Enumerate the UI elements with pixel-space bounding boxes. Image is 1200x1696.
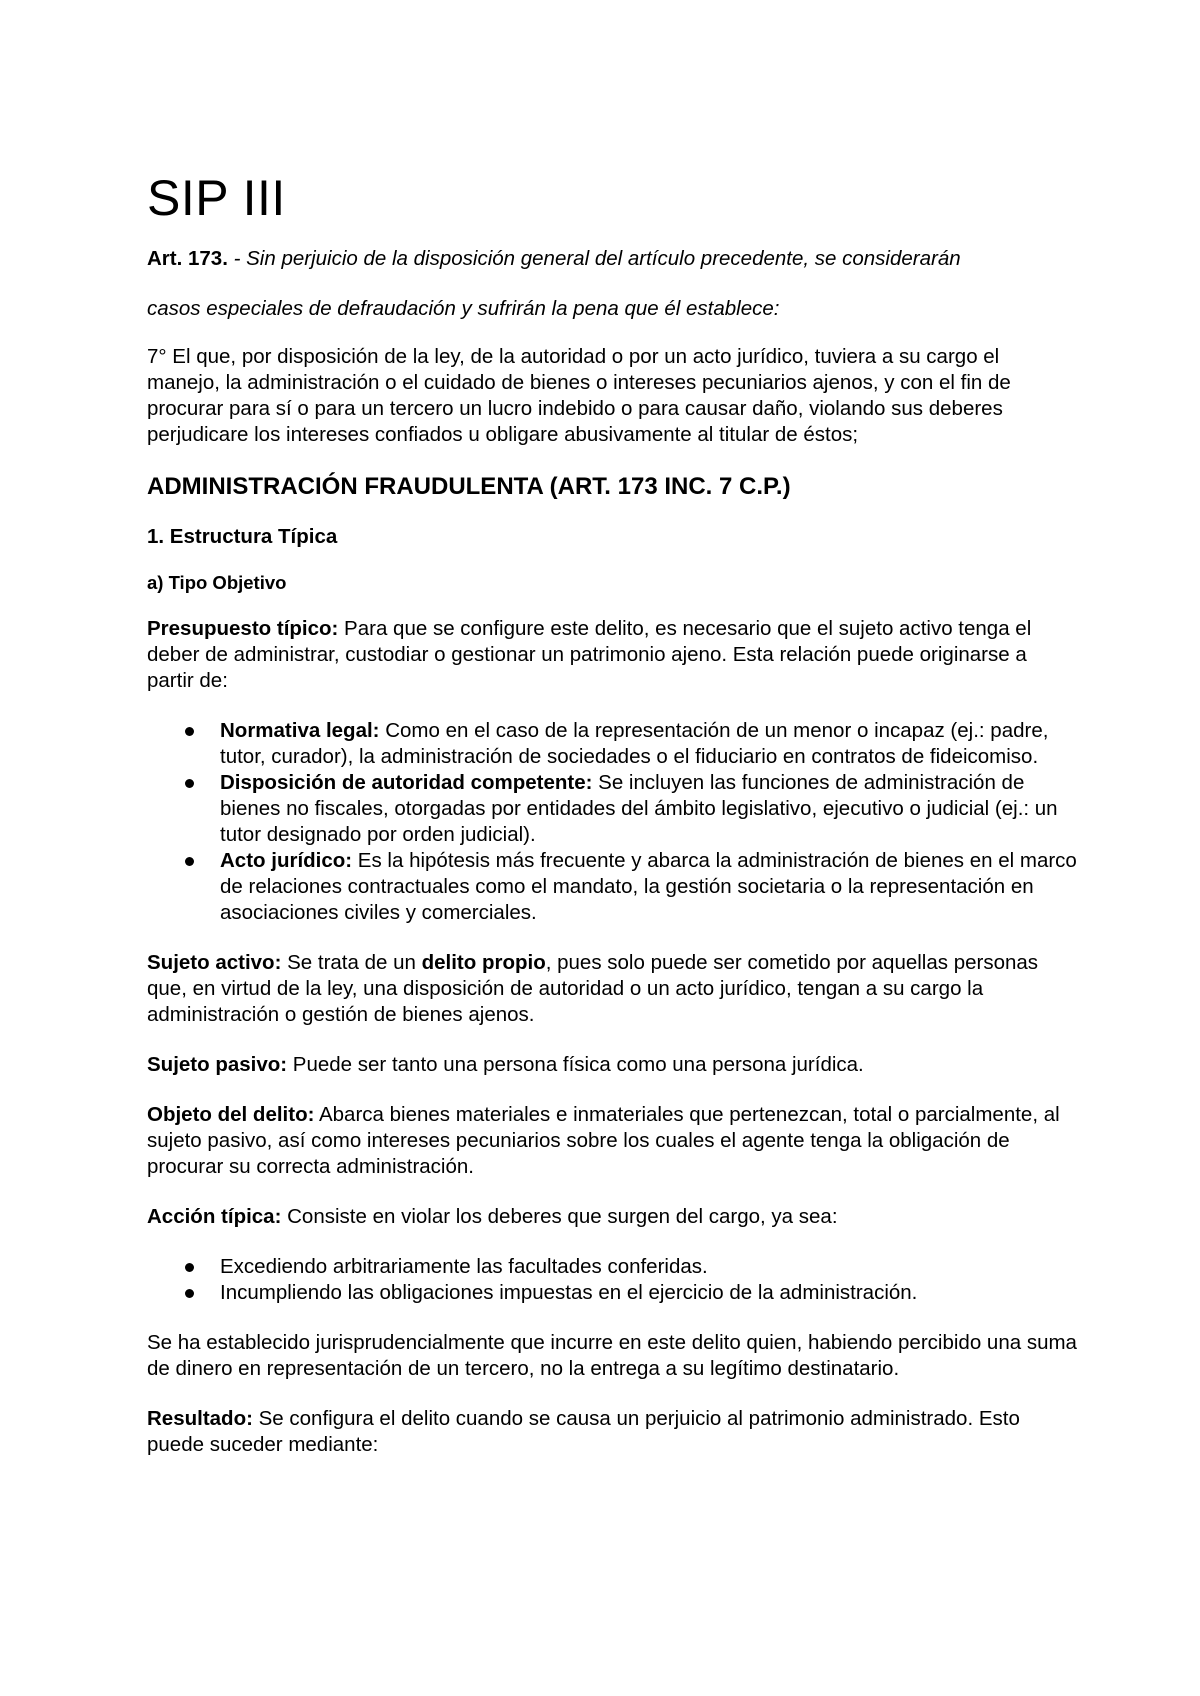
sujeto-activo-label: Sujeto activo: [147,951,282,974]
list-item [147,1280,1077,1306]
jurisprudencia-paragraph: Se ha establecido jurisprudencialmente que incurre en este delito quien, habiendo percibido una suma de dinero en representación de un tercero, no la entrega a su legítimo destinatario. [147,1331,1077,1380]
article-label: Art. 173. [147,247,228,270]
list-item [147,718,1077,770]
article-intro [147,246,1077,272]
article-text-line2: casos especiales de defraudación y sufrirán la pena que él establece: [147,297,780,320]
inciso-7-paragraph: 7° El que, por disposición de la ley, de la autoridad o por un acto jurídico, tuviera a su cargo el manejo, la administración o el cuidado de bienes o intereses pecuniarios ajenos, y con el fin de procurar para sí o para un tercero un lucro indebido o para causar daño, violando sus deberes perjudicare los intereses confiados u obligare abusivamente al titular de éstos; [147,345,1011,446]
presupuesto-paragraph [147,616,1077,694]
section-heading: ADMINISTRACIÓN FRAUDULENTA (ART. 173 INC. 7 C.P.) [147,473,791,500]
document-title: SIP III [147,170,286,226]
article-text-line1: - Sin perjuicio de la disposición general del artículo precedente, se considerarán [227,247,961,270]
origins-list [147,718,1077,926]
document-page [147,170,1077,1482]
sujeto-activo-text-a: Se trata de un [281,951,422,974]
accion-text: Consiste en violar los deberes que surgen del cargo, ya sea: [281,1205,838,1228]
resultado-paragraph [147,1406,1077,1458]
sujeto-activo-bold: delito propio [421,951,546,974]
bullet-icon [185,779,194,788]
list-item [147,1254,1077,1280]
objeto-paragraph [147,1102,1077,1180]
accion-paragraph [147,1204,1077,1230]
resultado-label: Resultado: [147,1407,253,1430]
bullet-icon [185,1289,194,1298]
acciones-list [147,1254,1077,1306]
presupuesto-label: Presupuesto típico: [147,617,339,640]
list-item-text: Incumpliendo las obligaciones impuestas en el ejercicio de la administración. [220,1281,918,1304]
list-item [147,848,1077,926]
bullet-icon [185,727,194,736]
subsubsection-heading: a) Tipo Objetivo [147,572,287,593]
bullet-icon [185,857,194,866]
resultado-text: Se configura el delito cuando se causa un perjuicio al patrimonio administrado. Esto puede suceder mediante: [147,1407,1020,1456]
presupuesto-text: Para que se configure este delito, es necesario que el sujeto activo tenga el deber de administrar, custodiar o gestionar un patrimonio ajeno. Esta relación puede originarse a partir de: [147,617,1032,692]
list-item-label: Disposición de autoridad competente: [220,771,593,794]
sujeto-pasivo-paragraph [147,1052,1077,1078]
list-item-text: Como en el caso de la representación de un menor o incapaz (ej.: padre, tutor, curador), la administración de sociedades o el fiduciario en contratos de fideicomiso. [220,719,1049,768]
sujeto-pasivo-text: Puede ser tanto una persona física como una persona jurídica. [287,1053,864,1076]
sujeto-activo-text-b: , pues solo puede ser cometido por aquellas personas que, en virtud de la ley, una disposición de autoridad o un acto jurídico, tengan a su cargo la administración o gestión de bienes ajenos. [147,951,1039,1026]
objeto-label: Objeto del delito: [147,1103,315,1126]
accion-label: Acción típica: [147,1205,282,1228]
list-item [147,770,1077,848]
objeto-text: Abarca bienes materiales e inmateriales que pertenezcan, total o parcialmente, al sujeto pasivo, así como intereses pecuniarios sobre los cuales el agente tenga la obligación de procurar su correcta administración. [147,1103,1060,1178]
bullet-icon [185,1263,194,1272]
list-item-text: Se incluyen las funciones de administración de bienes no fiscales, otorgadas por entidades del ámbito legislativo, ejecutivo o judicial (ej.: un tutor designado por orden judicial). [220,771,1058,846]
list-item-text: Es la hipótesis más frecuente y abarca la administración de bienes en el marco de relaciones contractuales como el mandato, la gestión societaria o la representación en asociaciones civiles y comerciales. [220,849,1077,924]
subsection-heading: 1. Estructura Típica [147,525,338,548]
list-item-text: Excediendo arbitrariamente las facultades conferidas. [220,1255,708,1278]
list-item-label: Normativa legal: [220,719,380,742]
list-item-label: Acto jurídico: [220,849,353,872]
sujeto-activo-paragraph [147,950,1077,1028]
sujeto-pasivo-label: Sujeto pasivo: [147,1053,288,1076]
